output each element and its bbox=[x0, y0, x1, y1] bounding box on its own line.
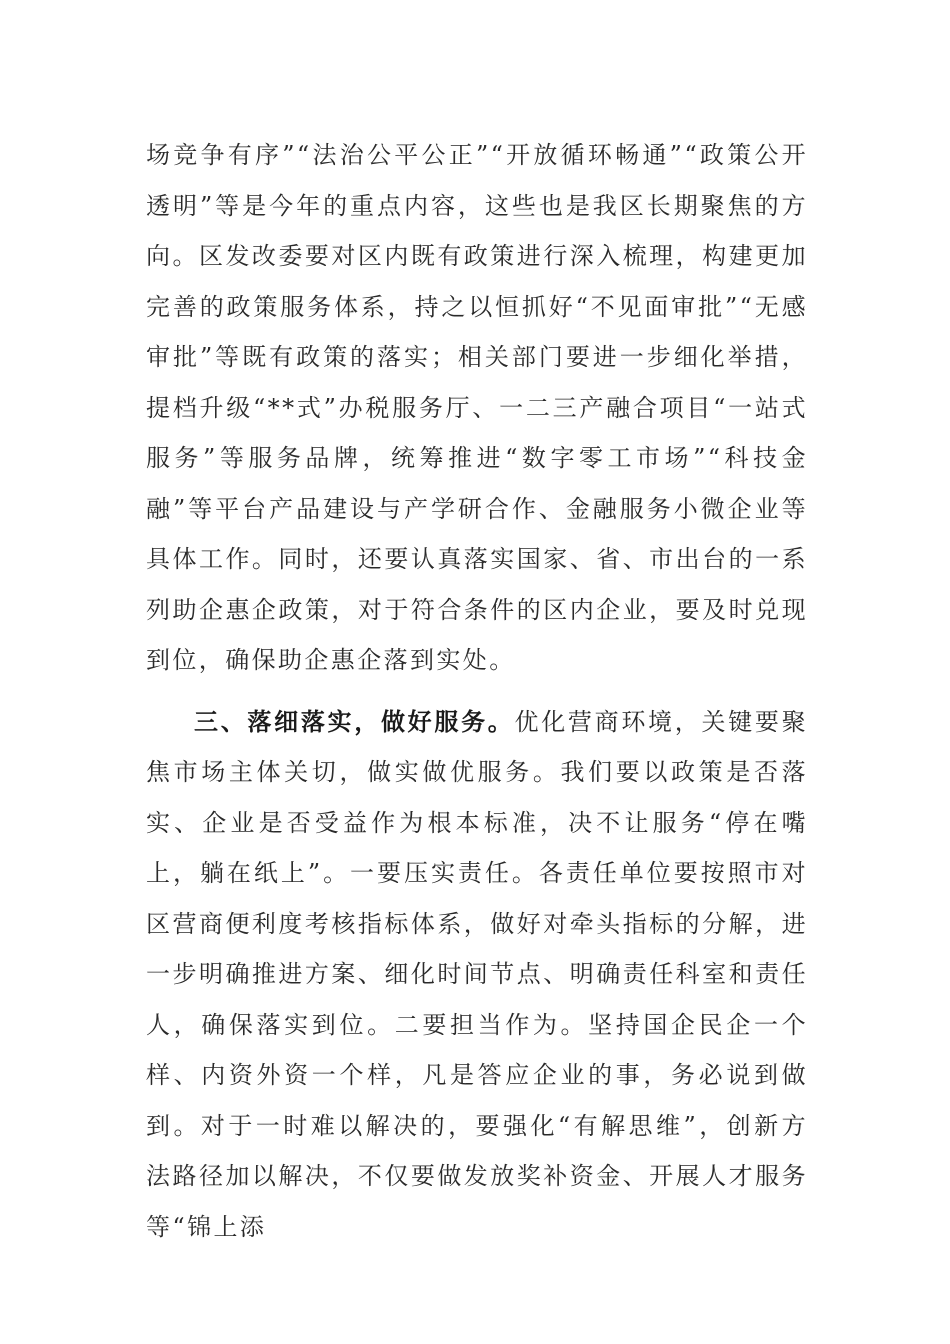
paragraph-section-three bbox=[146, 697, 808, 1253]
section-heading: 三、落细落实，做好服务。 bbox=[194, 706, 515, 736]
paragraph-policy-continuation bbox=[146, 130, 808, 686]
paragraph-text: 优化营商环境，关键要聚焦市场主体关切，做实做优服务。我们要以政策是否落实、企业是否受益作为根本标准，决不让服务“停在嘴上，躺在纸上”。一要压实责任。各责任单位要按照市对区营商便利度考核指标体系，做好对牵头指标的分解，进一步明确推进方案、细化时间节点、明确责任科室和责任人，确保落实到位。二要担当作为。坚持国企民企一个样、内资外资一个样，凡是答应企业的事，务必说到做到。对于一时难以解决的，要强化“有解思维”，创新方法路径加以解决，不仅要做发放奖补资金、开展人才服务等“锦上添 bbox=[146, 707, 808, 1241]
document-body bbox=[146, 130, 808, 1252]
paragraph-text: 场竞争有序”“法治公平公正”“开放循环畅通”“政策公开透明”等是今年的重点内容，这些也是我区长期聚焦的方向。区发改委要对区内既有政策进行深入梳理，构建更加完善的政策服务体系，持之以恒抓好“不见面审批”“无感审批”等既有政策的落实；相关部门要进一步细化举措，提档升级“**式”办税服务厅、一二三产融合项目“一站式服务”等服务品牌，统筹推进“数字零工市场”“科技金融”等平台产品建设与产学研合作、金融服务小微企业等具体工作。同时，还要认真落实国家、省、市出台的一系列助企惠企政策，对于符合条件的区内企业，要及时兑现到位，确保助企惠企落到实处。 bbox=[146, 141, 808, 674]
